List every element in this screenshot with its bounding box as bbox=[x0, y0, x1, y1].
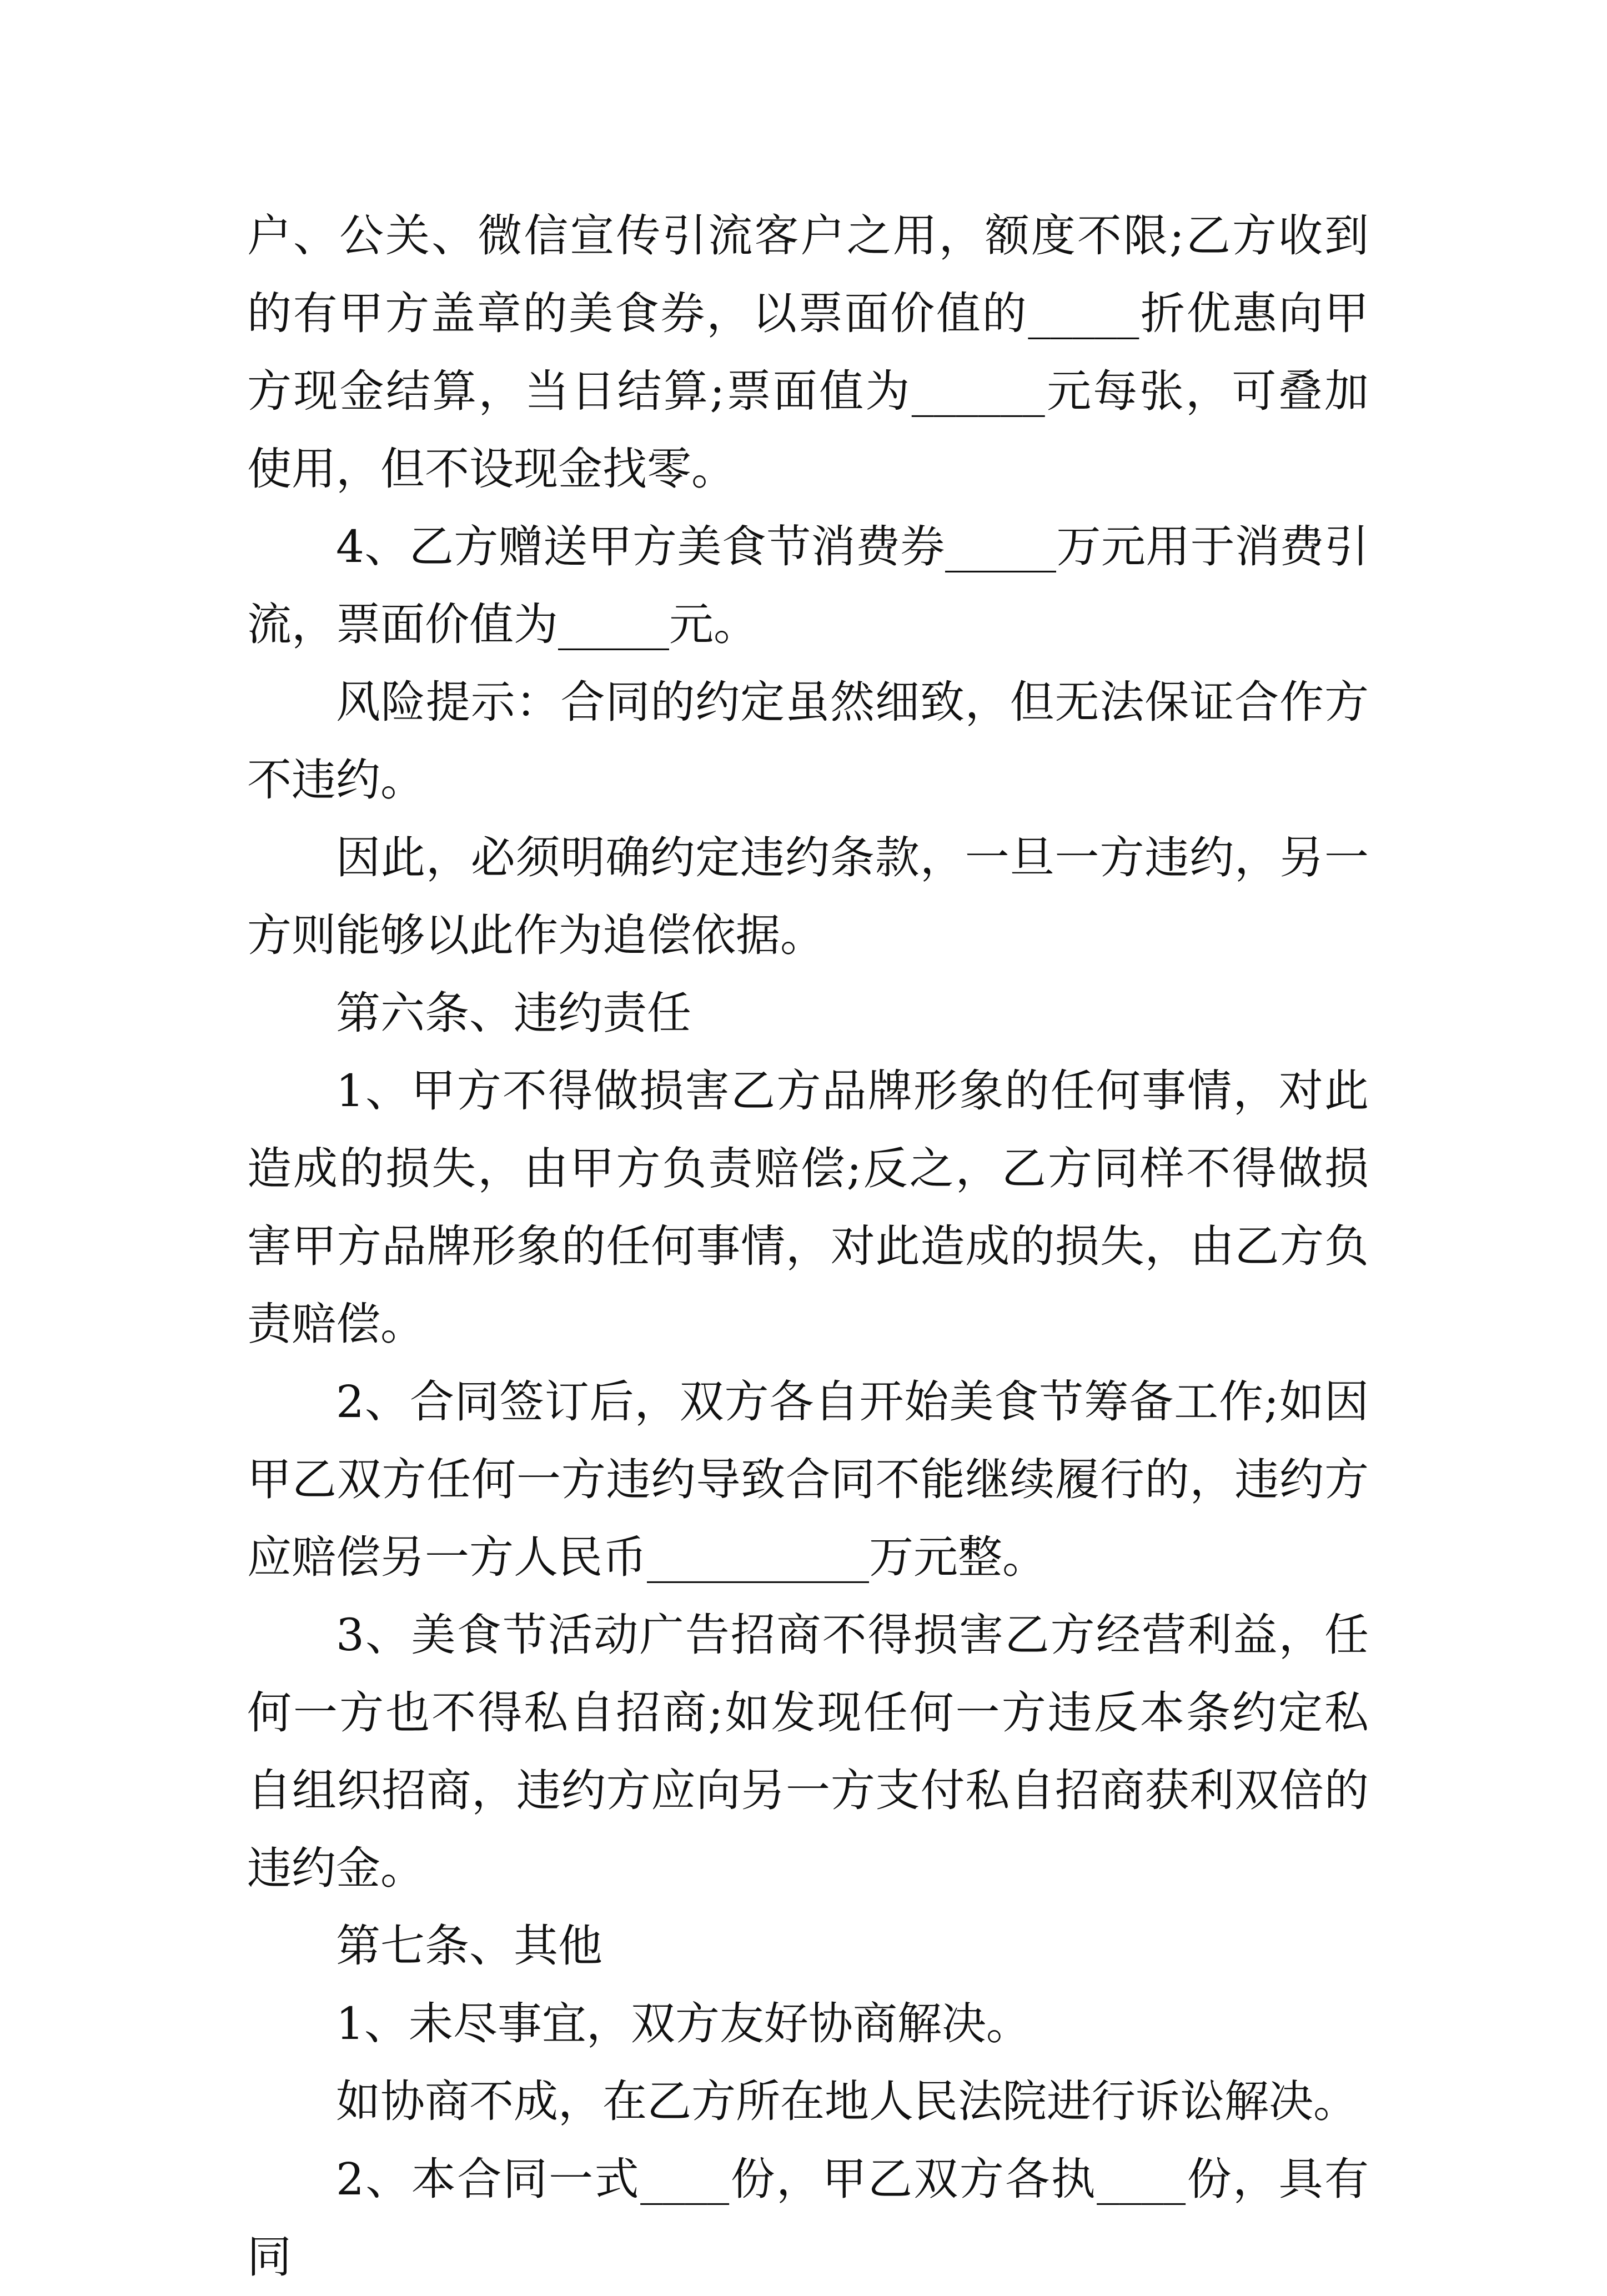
section-heading-article-7: 第七条、其他 bbox=[336, 1920, 602, 1972]
paragraph-article-6-item-3: 3、美食节活动广告招商不得损害乙方经营利益，任何一方也不得私自招商;如发现任何一方违反本条约定私自组织招商，违约方应向另一方支付私自招商获利双倍的违约金。 bbox=[247, 1609, 1369, 1894]
paragraph-article-7-item-1: 1、未尽事宜，双方友好协商解决。 bbox=[336, 1998, 1031, 2049]
paragraph-article-6-item-2: 2、合同签订后，双方各自开始美食节筹备工作;如因甲乙双方任何一方违约导致合同不能继续履行的，违约方应赔偿另一方人民币__________万元整。 bbox=[247, 1376, 1369, 1583]
paragraph-clause-4: 4、乙方赠送甲方美食节消费券_____万元用于消费引流，票面价值为_____元。 bbox=[247, 521, 1369, 650]
paragraph-coupon-settlement: 户、公关、微信宣传引流客户之用，额度不限;乙方收到的有甲方盖章的美食券，以票面价值的_____折优惠向甲方现金结算，当日结算;票面值为______元每张，可叠加使用，但不设现金找零。 bbox=[247, 210, 1369, 495]
contract-text-body bbox=[247, 197, 1369, 2296]
paragraph-article-6-item-1: 1、甲方不得做损害乙方品牌形象的任何事情，对此造成的损失，由甲方负责赔偿;反之，乙方同样不得做损害甲方品牌形象的任何事情，对此造成的损失，由乙方负责赔偿。 bbox=[247, 1065, 1369, 1350]
paragraph-breach-basis: 因此，必须明确约定违约条款，一旦一方违约，另一方则能够以此作为追偿依据。 bbox=[247, 832, 1369, 961]
paragraph-article-7-item-2: 2、本合同一式____份，甲乙双方各执____份，具有同 bbox=[247, 2153, 1369, 2283]
paragraph-litigation: 如协商不成，在乙方所在地人民法院进行诉讼解决。 bbox=[336, 2076, 1358, 2127]
paragraph-risk-notice: 风险提示：合同的约定虽然细致，但无法保证合作方不违约。 bbox=[247, 676, 1369, 806]
section-heading-article-6: 第六条、违约责任 bbox=[336, 987, 691, 1039]
